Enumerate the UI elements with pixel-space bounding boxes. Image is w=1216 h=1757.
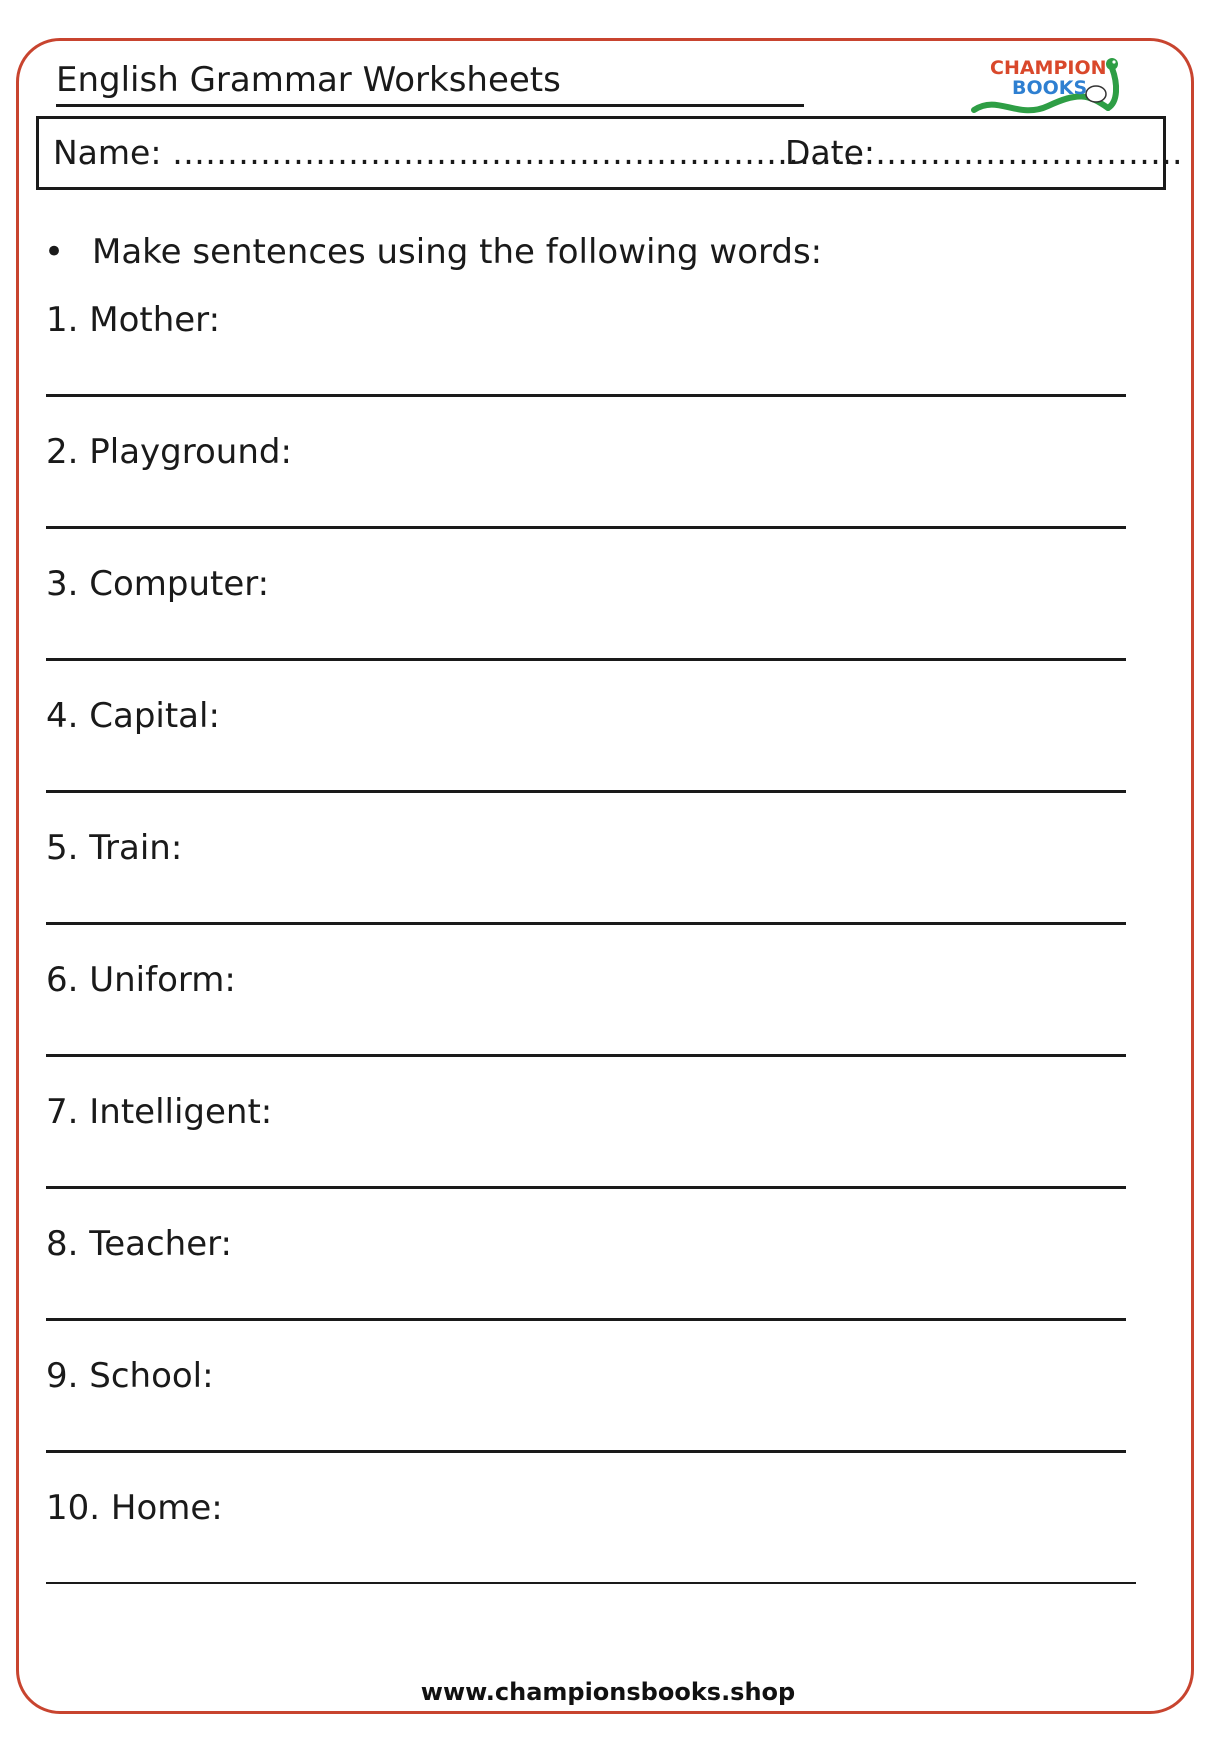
footer-url[interactable]: www.championsbooks.shop <box>420 1678 796 1706</box>
champion-books-logo <box>968 54 1124 120</box>
instruction <box>44 230 822 274</box>
answer-line[interactable] <box>46 922 1126 925</box>
name-date-box <box>36 116 1183 190</box>
worksheet-title: English Grammar Worksheets <box>56 58 804 107</box>
logo-line2: BOOKS <box>1012 77 1088 99</box>
item-label: 6. Uniform: <box>46 960 236 1000</box>
answer-line[interactable] <box>46 526 1126 529</box>
item-label: 3. Computer: <box>46 564 270 604</box>
answer-line[interactable] <box>46 1450 1126 1453</box>
item-label: 8. Teacher: <box>46 1224 232 1264</box>
item-label: 5. Train: <box>46 828 183 868</box>
answer-line[interactable] <box>46 1054 1126 1057</box>
answer-line[interactable] <box>46 1186 1126 1189</box>
answer-line[interactable] <box>46 658 1126 661</box>
name-field[interactable]: Name: ……………………………………………………… <box>53 133 865 172</box>
instruction-text: Make sentences using the following words: <box>92 232 823 272</box>
item-label: 9. School: <box>46 1356 214 1396</box>
answer-line[interactable] <box>46 1318 1126 1321</box>
answer-line[interactable] <box>46 790 1126 793</box>
item-label: 4. Capital: <box>46 696 220 736</box>
answer-line[interactable] <box>46 394 1126 397</box>
item-label: 7. Intelligent: <box>46 1092 273 1132</box>
item-label: 10. Home: <box>46 1488 223 1528</box>
answer-line[interactable] <box>46 1582 1136 1584</box>
item-label: 1. Mother: <box>46 300 221 340</box>
date-field[interactable]: Date:………………………. <box>785 133 1183 172</box>
item-label: 2. Playground: <box>46 432 292 472</box>
logo-line1: CHAMPION <box>990 57 1107 79</box>
instruction-bullet: • <box>44 232 65 272</box>
page-border <box>16 38 1194 1714</box>
